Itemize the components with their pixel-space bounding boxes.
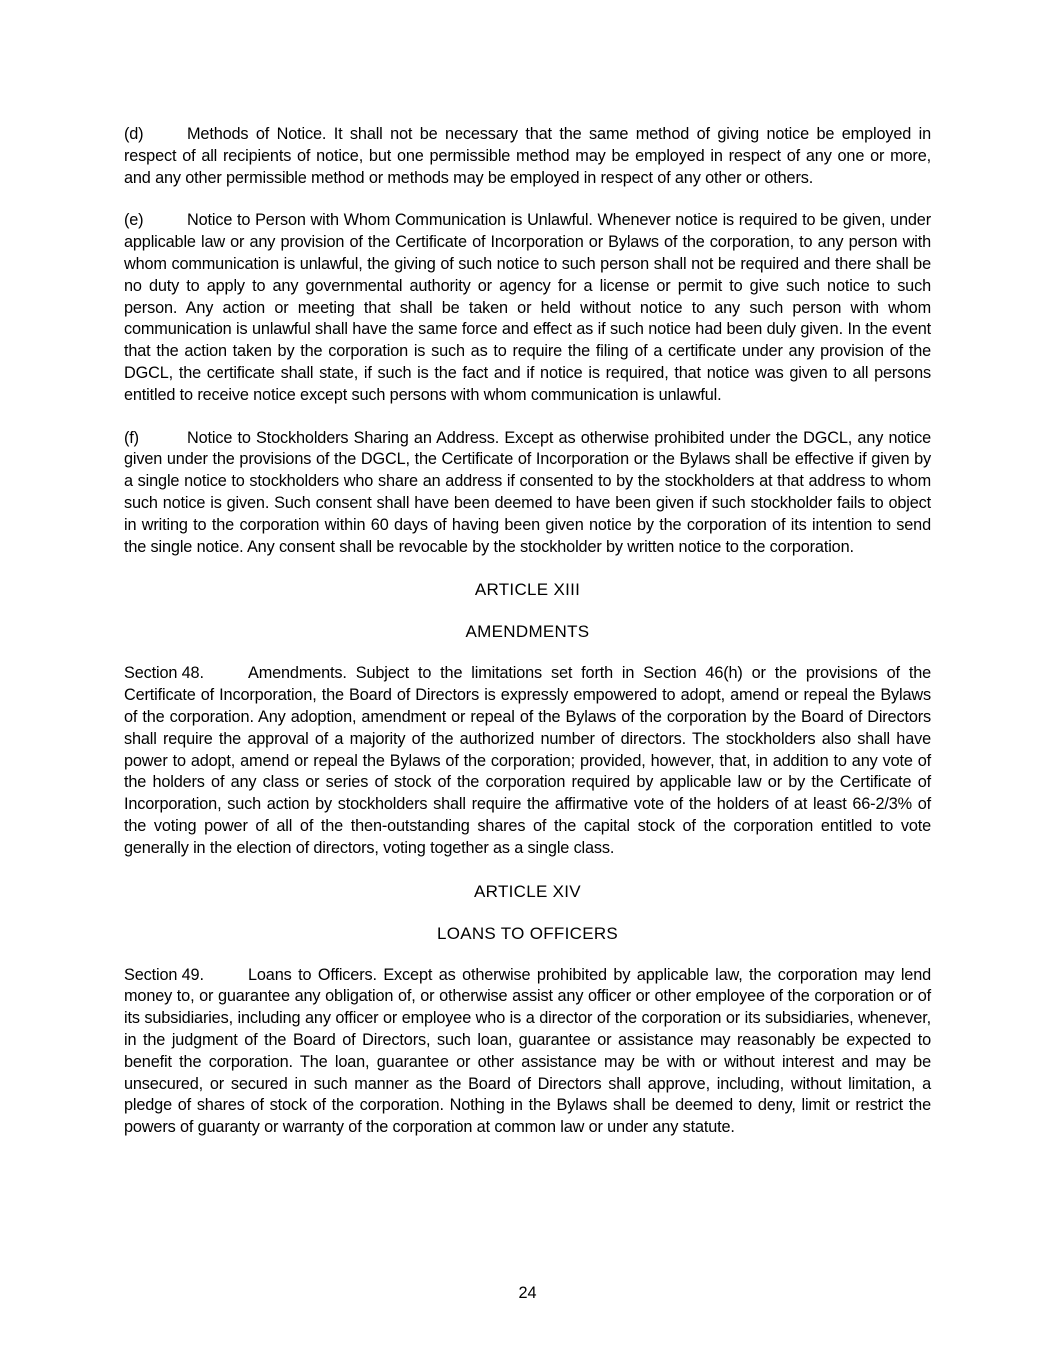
paragraph-f bbox=[124, 428, 931, 559]
section-label: Section 48. bbox=[124, 664, 204, 683]
article-xiv-subtitle: LOANS TO OFFICERS bbox=[436, 923, 619, 943]
paragraph-label: (e) bbox=[124, 211, 144, 230]
paragraph-title: Methods of Notice. bbox=[187, 125, 327, 143]
paragraph-title: Notice to Person with Whom Communication is Unlawful. bbox=[187, 211, 593, 230]
page-number: 24 bbox=[518, 1284, 537, 1302]
section-text: Except as otherwise prohibited by applicable law, the corporation may lend money to, or guarantee any obligation of, or otherwise assist any officer or other employee of the corporation or of its subsidiaries, including any officer or employee who is a director of the corporation or its subsidiaries, whenever, in the judgment of the Board of Directors, such loan, guarantee or assistance may reasonably be expected to benefit the corporation. The loan, guarantee or other assistance may be with or without interest and may be unsecured, or secured in such manner as the Board of Directors shall approve, including, without limitation, a pledge of shares of stock of the corporation. Nothing in the Bylaws shall be deemed to deny, limit or restrict the powers of guaranty or warranty of the corporation at common law or under any statute. bbox=[124, 965, 932, 1137]
paragraph-d bbox=[124, 124, 931, 189]
section-48 bbox=[124, 663, 931, 859]
document-page bbox=[124, 124, 931, 1160]
article-xiii-heading: ARTICLE XIII bbox=[474, 580, 581, 600]
paragraph-text: Whenever notice is required to be given, under applicable law or any provision of the Certificate of Incorporation or Bylaws of the corporation, to any person with whom communication is unlawful, the giving of such notice to such person shall not be required and there shall be no duty to apply to any governmental authority or agency for a license or permit to give such notice to such person. Any action or meeting that shall be taken or held without notice to any such person with whom communication is unlawful shall have the same force and effect as if such notice had been duly given. In the event that the action taken by the corporation is such as to require the filing of a certificate under any provision of the DGCL, the certificate shall state, if such is the fact and if notice is required, that notice was given to all persons entitled to receive notice except such persons with whom communication is unlawful. bbox=[124, 211, 931, 404]
paragraph-text: It shall not be necessary that the same method of giving notice be employed in respect of all recipients of notice, but one permissible method may be employed in respect of any one or more, and any other permissible method or methods may be employed in respect of any other or others. bbox=[124, 125, 931, 187]
section-label: Section 49. bbox=[124, 965, 204, 984]
article-xiii-subtitle: AMENDMENTS bbox=[465, 622, 590, 642]
paragraph-title: Notice to Stockholders Sharing an Address. bbox=[187, 428, 500, 447]
paragraph-label: (d) bbox=[124, 125, 144, 143]
section-title: Loans to Officers. bbox=[248, 965, 377, 984]
section-text: Subject to the limitations set forth in Section 46(h) or the provisions of the Certificate of Incorporation, the Board of Directors is expressly empowered to adopt, amend or repeal the Bylaws of the corporation. Any adoption, amendment or repeal of the Bylaws of the corporation by the Board of Directors shall require the approval of a majority of the authorized number of directors. The stockholders also shall have power to adopt, amend or repeal the Bylaws of the corporation; provided, however, that, in addition to any vote of the holders of any class or series of stock of the corporation required by applicable law or by the Certificate of Incorporation, such action by stockholders shall require the affirmative vote of the holders of at least 66-2/3% of the voting power of all of the then-outstanding shares of the capital stock of the corporation entitled to vote generally in the election of directors, voting together as a single class. bbox=[124, 664, 931, 857]
section-49 bbox=[124, 965, 931, 1139]
paragraph-label: (f) bbox=[124, 428, 139, 447]
section-title: Amendments. bbox=[248, 664, 347, 683]
paragraph-text: Except as otherwise prohibited under the DGCL, any notice given under the provisions of the DGCL, the Certificate of Incorporation or the Bylaws shall be effective if given by a single notice to stockholders who share an address if consented to by the stockholders at that address to whom such notice is given. Such consent shall have been deemed to have been given if such stockholder fails to object in writing to the corporation within 60 days of having been given notice by the corporation of its intention to send the single notice. Any consent shall be revocable by the stockholder by written notice to the corporation. bbox=[124, 428, 932, 556]
paragraph-e bbox=[124, 210, 931, 406]
article-xiv-heading: ARTICLE XIV bbox=[474, 881, 581, 901]
